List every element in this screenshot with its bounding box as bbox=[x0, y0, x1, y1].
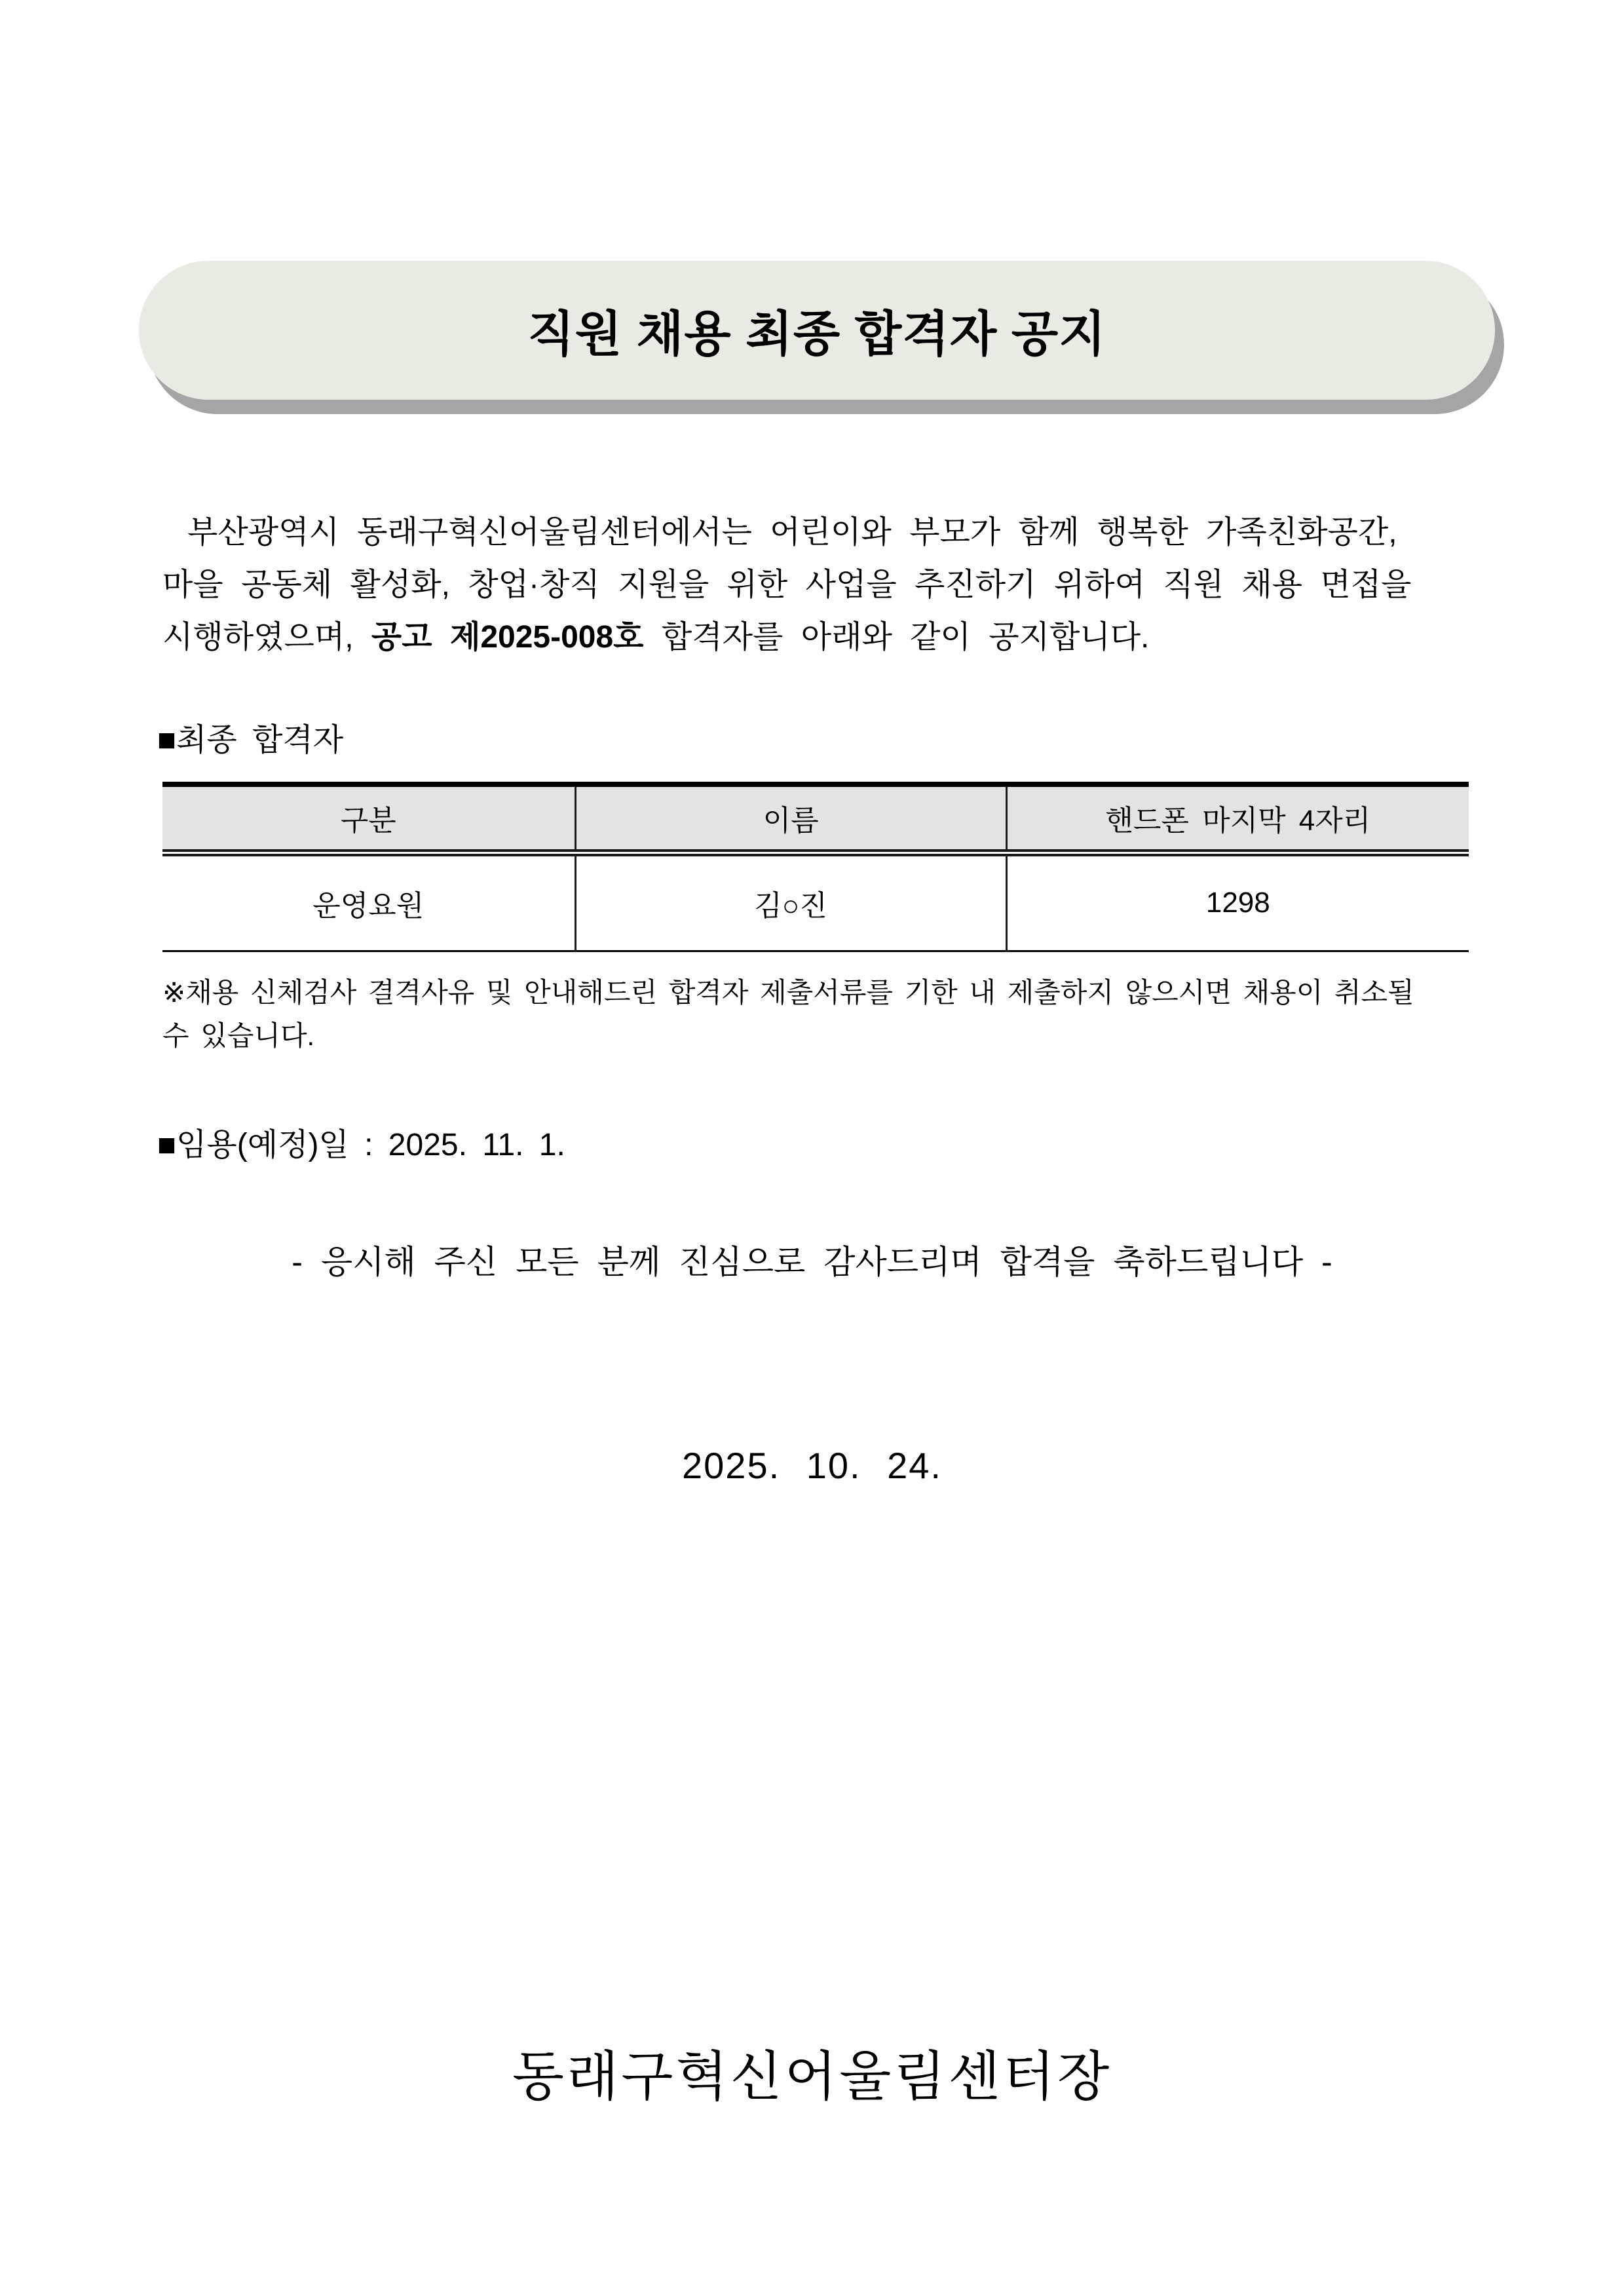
intro-paragraph bbox=[162, 507, 1467, 664]
table-row bbox=[162, 852, 1469, 951]
note-paragraph bbox=[162, 971, 1467, 1058]
page-title: 직원 채용 최종 합격자 공지 bbox=[527, 307, 1106, 361]
header-cell-phone: 핸드폰 마지막 4자리 bbox=[1006, 784, 1469, 852]
intro-line-3-pre: 시행하였으며, bbox=[162, 620, 371, 655]
intro-line-1: 부산광역시 동래구혁신어울림센터에서는 어린이와 부모가 함께 행복한 가족친화공간, bbox=[187, 515, 1397, 550]
appointment-date-line: ■임용(예정)일 : 2025. 11. 1. bbox=[157, 1128, 565, 1162]
header-cell-category: 구분 bbox=[340, 805, 396, 837]
thanks-line: - 응시해 주신 모든 분께 진심으로 감사드리며 합격을 축하드립니다 - bbox=[292, 1244, 1332, 1280]
announcement-number: 공고 제2025-008호 bbox=[371, 620, 644, 655]
cell-category: 운영요원 bbox=[312, 890, 425, 922]
intro-line-2: 마을 공동체 활성화, 창업·창직 지원을 위한 사업을 추진하기 위하여 직원 채용 면접을 bbox=[162, 567, 1412, 602]
intro-line-3-post: 합격자를 아래와 같이 공지합니다. bbox=[643, 620, 1150, 655]
title-banner bbox=[139, 261, 1495, 400]
note-line-2: 수 있습니다. bbox=[162, 1020, 315, 1051]
cell-phone: 1298 bbox=[1006, 852, 1469, 951]
issue-date: 2025. 10. 24. bbox=[682, 1445, 942, 1486]
final-pass-table bbox=[162, 782, 1469, 952]
final-pass-heading: ■최종 합격자 bbox=[157, 723, 344, 757]
header-cell-name: 이름 bbox=[575, 784, 1006, 852]
signature-title: 동래구혁신어울림센터장 bbox=[512, 2047, 1112, 2107]
intro-line-3 bbox=[162, 611, 1467, 664]
note-line-1: ※채용 신체검사 결격사유 및 안내해드린 합격자 제출서류를 기한 내 제출하지 않으시면 채용이 취소될 bbox=[162, 977, 1414, 1008]
table-header-row bbox=[162, 784, 1469, 852]
cell-name: 김○진 bbox=[575, 852, 1006, 951]
